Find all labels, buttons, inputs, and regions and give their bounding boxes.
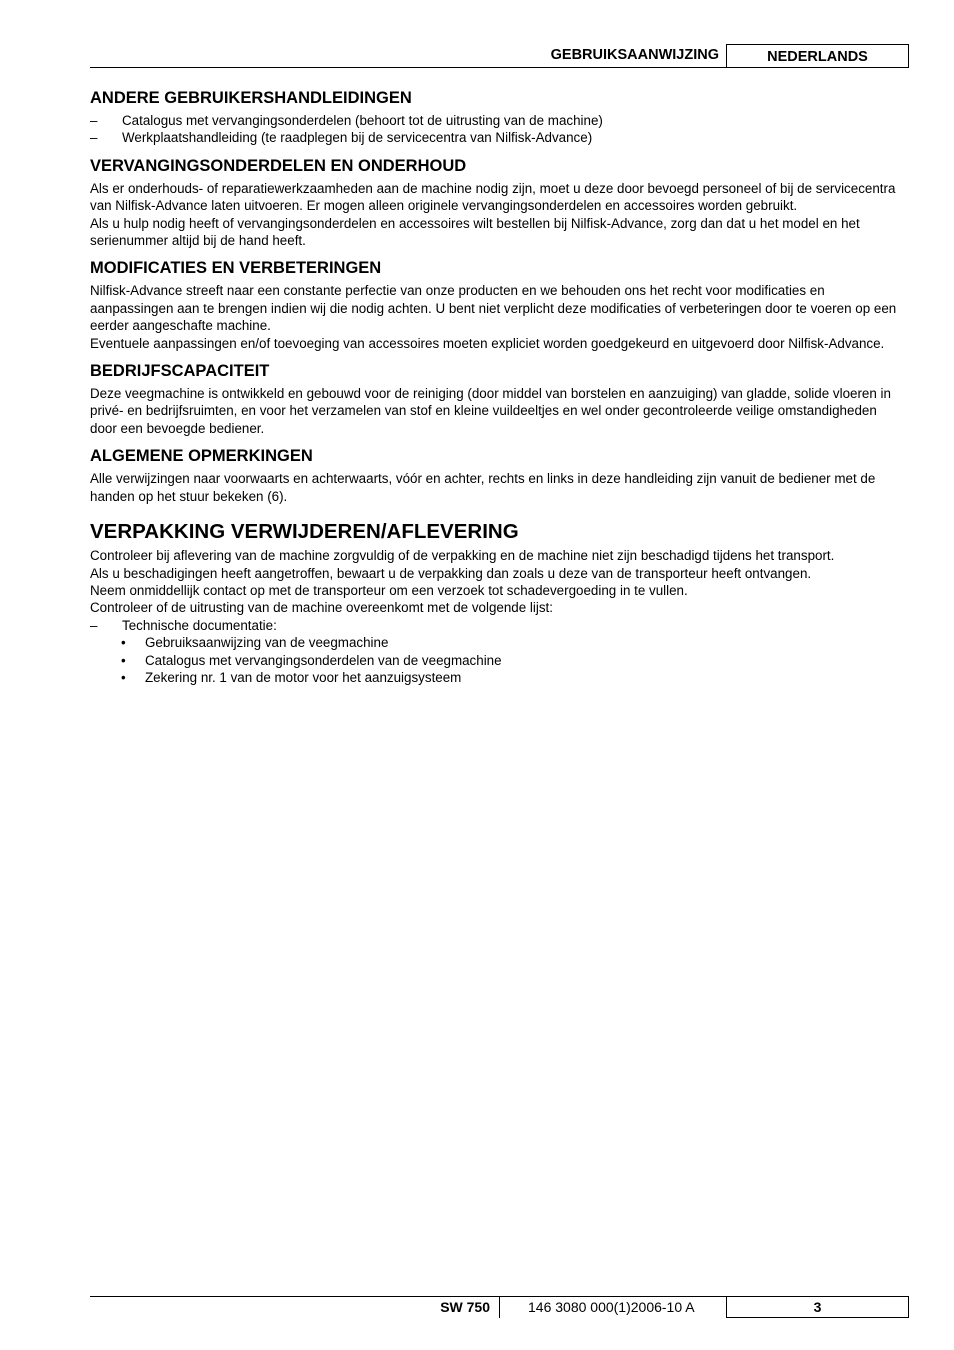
section-title: ALGEMENE OPMERKINGEN [90,447,313,466]
section-capacity [90,361,902,437]
paragraph: Neem onmiddellijk contact op met de transporteur om een verzoek tot schadevergoeding in te vullen. [90,582,688,598]
page-number: 3 [726,1297,909,1318]
section-remarks [90,446,902,505]
page-footer [90,1296,909,1320]
paragraph: Eventuele aanpassingen en/of toevoeging van accessoires moeten expliciet worden goedgekeurd en uitgevoerd door Nilfisk-Advance. [90,335,885,351]
page-header [90,44,909,68]
paragraph: Als er onderhouds- of reparatiewerkzaamheden aan de machine nodig zijn, moet u deze door bevoegd personeel of bij de servicecentra van Nilfisk-Advance laten uitvoeren. Er mogen alleen originele vervangingsonderdelen en accessoires worden gebruikt. [90,180,896,214]
footer-divider [499,1297,500,1318]
paragraph: Als u hulp nodig heeft of vervangingsonderdelen en accessoires wilt bestellen bij Nilfisk-Advance, zorg dan dat u het model en het serienummer altijd bij de hand heeft. [90,215,860,249]
document-number: 146 3080 000(1)2006-10 A [528,1299,695,1315]
manual-title: GEBRUIKSAANWIJZING [550,47,719,63]
list-item [90,617,902,687]
language-label: NEDERLANDS [726,44,909,68]
section-title: VERVANGINGSONDERDELEN EN ONDERHOUD [90,156,467,175]
paragraph: Controleer bij aflevering van de machine zorgvuldig of de verpakking en de machine niet zijn beschadigd tijdens het transport. [90,548,835,564]
section-title: ANDERE GEBRUIKERSHANDLEIDINGEN [90,89,412,107]
sub-list-item: • Gebruiksaanwijzing van de veegmachine [90,634,902,651]
list-item: – Werkplaatshandleiding (te raadplegen bij de servicecentra van Nilfisk-Advance) [90,129,902,146]
paragraph: Controleer of de uitrusting van de machine overeenkomt met de volgende lijst: [90,600,553,616]
documentation-list [90,634,902,686]
paragraph: Nilfisk-Advance streeft naar een constante perfectie van onze producten en we behouden ons het recht voor modificaties en aanpassingen aan te brengen indien wij die nodig achten. U bent niet verplicht deze modificaties of verbeteringen door te voeren op een eerder aangeschafte machine. [90,283,897,334]
section-other-manuals [90,88,902,147]
model-label: SW 750 [440,1299,490,1315]
paragraph: Deze veegmachine is ontwikkeld en gebouwd voor de reiniging (door middel van borstelen en aanzuiging) van gladde, solide vloeren in privé- en bedrijfsruimten, en voor het verzamelen van stof en kleine vuildeeltjes en wel onder gecontroleerde veilige omstandigheden door een bevoegde bediener. [90,386,891,436]
section-title: MODIFICATIES EN VERBETERINGEN [90,259,382,278]
section-spare-parts [90,156,902,250]
sub-list-item: • Zekering nr. 1 van de motor voor het aanzuigsysteem [90,669,902,686]
list-item: – Catalogus met vervangingsonderdelen (behoort tot de uitrusting van de machine) [90,112,902,129]
sub-list-item: • Catalogus met vervangingsonderdelen van de veegmachine [90,652,902,669]
section-title: BEDRIJFSCAPACITEIT [90,362,270,381]
manuals-list [90,112,902,147]
paragraph: Als u beschadigingen heeft aangetroffen, bewaart u de verpakking dan zoals u deze van de transporteur heeft ontvangen. [90,565,812,581]
list-item-label: Technische documentatie: [122,617,277,633]
section-modifications [90,258,902,352]
equipment-list [90,617,902,687]
section-unpacking [90,520,902,686]
paragraph: Alle verwijzingen naar voorwaarts en achterwaarts, vóór en achter, rechts en links in deze handleiding zijn vanuit de bediener met de handen op het stuur bekeken (6). [90,471,876,504]
page-content [90,88,902,695]
chapter-title: VERPAKKING VERWIJDEREN/AFLEVERING [90,520,519,544]
